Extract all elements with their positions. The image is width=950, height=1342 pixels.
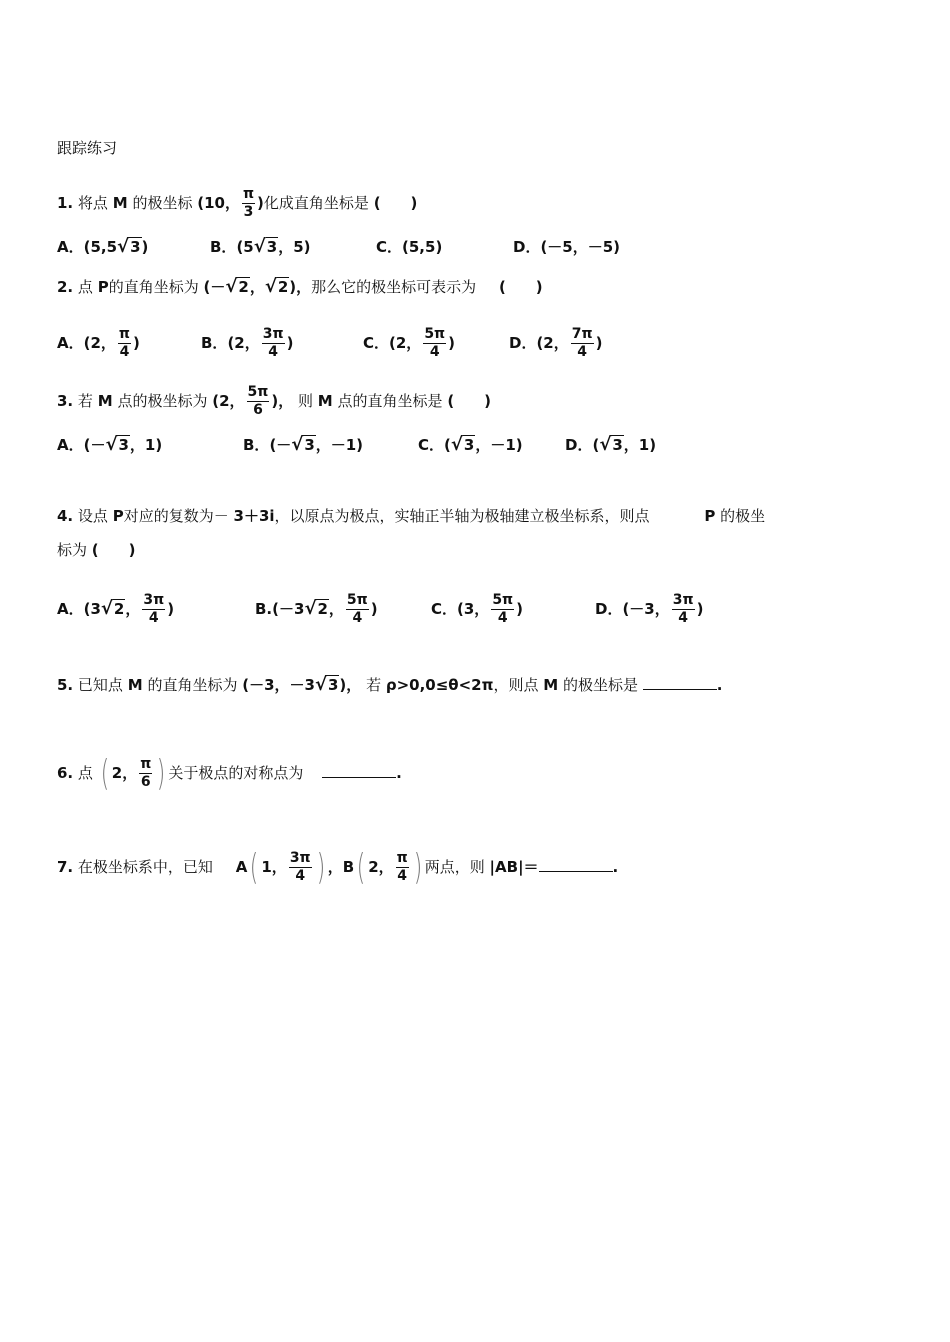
q7-number: 7.	[57, 858, 74, 876]
q3-option-c: C．(√3，－1)	[418, 434, 523, 455]
q1-option-b: B．(5√3，5)	[210, 236, 311, 257]
q6-number: 6.	[57, 764, 74, 782]
q4-option-c: C．(3， $\frac{5\pi}{4}$ )	[431, 592, 523, 626]
question-6: 6. 点 ( 2， $\frac{\pi}{6}$ ) 关于极点的对称点为 .	[57, 752, 402, 794]
q4-option-b: B.(－3√2， $\frac{5\pi}{4}$ )	[255, 592, 378, 626]
sqrt-symbol: √2	[225, 276, 249, 297]
q4-option-a: A．(3√2， $\frac{3\pi}{4}$ )	[57, 592, 175, 626]
sqrt-symbol: √2	[264, 276, 289, 297]
sqrt-symbol: √3	[450, 434, 475, 455]
sqrt-symbol: √3	[599, 434, 623, 455]
q3-option-d: D．(√3，1)	[565, 434, 657, 455]
q7-answer-blank[interactable]	[539, 857, 613, 872]
question-3: 3. 若 M 点的极坐标为 (2， $\frac{5\pi}{6}$ )， 则 M 点的直角坐标是 ( )	[57, 384, 492, 418]
q1-text-post: 化成直角坐标是	[263, 194, 369, 212]
q5-number: 5.	[57, 676, 74, 694]
q4-number: 4.	[57, 507, 74, 525]
q2-option-d: D．(2， $\frac{7\pi}{4}$ )	[509, 326, 603, 360]
q3-option-a: A．(－√3，1)	[57, 434, 163, 455]
sqrt-symbol: √2	[304, 598, 328, 619]
sqrt-symbol: √3	[314, 674, 339, 695]
q4-answer-paren: ( )	[91, 541, 136, 559]
q2-answer-paren: ( )	[498, 278, 543, 296]
q1-text: 将点	[77, 194, 108, 212]
q2-number: 2.	[57, 278, 74, 296]
q5-answer-blank[interactable]	[643, 675, 717, 690]
q1-number: 1.	[57, 194, 74, 212]
q3-answer-paren: ( )	[447, 392, 492, 410]
question-2: 2. 点 P的直角坐标为 (－√2，√2)，那么它的极坐标可表示为 ( )	[57, 276, 543, 297]
sqrt-symbol: √3	[253, 236, 278, 257]
q1-fraction: $\frac{\pi}{3}$	[242, 186, 255, 220]
question-5: 5. 已知点 M 的直角坐标为 (－3，－3√3)， 若 ρ>0,0≤θ<2π，则点 M 的极坐标是 .	[57, 674, 723, 695]
q1-text-mid: 的极坐标	[132, 194, 193, 212]
q3-option-b: B．(－√3，－1)	[243, 434, 364, 455]
sqrt-symbol: √3	[291, 434, 315, 455]
question-7: 7. 在极坐标系中，已知 A( 1， $\frac{3\pi}{4}$ ) ，B( 2， $\frac{\pi}{4}$ ) 两点，则 |AB|＝ .	[57, 846, 619, 888]
q1-answer-paren: ( )	[373, 194, 418, 212]
q4-option-d: D．(－3， $\frac{3\pi}{4}$ )	[595, 592, 704, 626]
q6-answer-blank[interactable]	[322, 763, 396, 778]
sqrt-symbol: √2	[100, 598, 125, 619]
q1-coord-open: (10，	[197, 194, 240, 212]
question-4-line2: 标为 ( )	[57, 541, 136, 559]
q1-option-c: C．(5,5)	[376, 238, 443, 256]
right-paren: )	[157, 752, 166, 794]
left-paren: (	[100, 752, 109, 794]
q3-number: 3.	[57, 392, 74, 410]
q1-option-a: A．(5,5√3)	[57, 236, 149, 257]
q2-option-b: B．(2， $\frac{3\pi}{4}$ )	[201, 326, 294, 360]
q2-option-c: C．(2， $\frac{5\pi}{4}$ )	[363, 326, 455, 360]
question-4: 4. 设点 P对应的复数为－ 3＋3i，以原点为极点，实轴正半轴为极轴建立极坐标系，则点 P 的极坐	[57, 507, 766, 525]
q2-option-a: A．(2， $\frac{\pi}{4}$ )	[57, 326, 140, 360]
page-heading: 跟踪练习	[57, 139, 118, 157]
sqrt-symbol: √3	[117, 236, 141, 257]
q1-var: M	[112, 194, 128, 212]
sqrt-symbol: √3	[105, 434, 129, 455]
question-1: 1. 将点 M 的极坐标 (10， $\frac{\pi}{3}$ )化成直角坐标是 ( )	[57, 186, 418, 220]
q1-option-d: D．(－5，－5)	[513, 238, 621, 256]
